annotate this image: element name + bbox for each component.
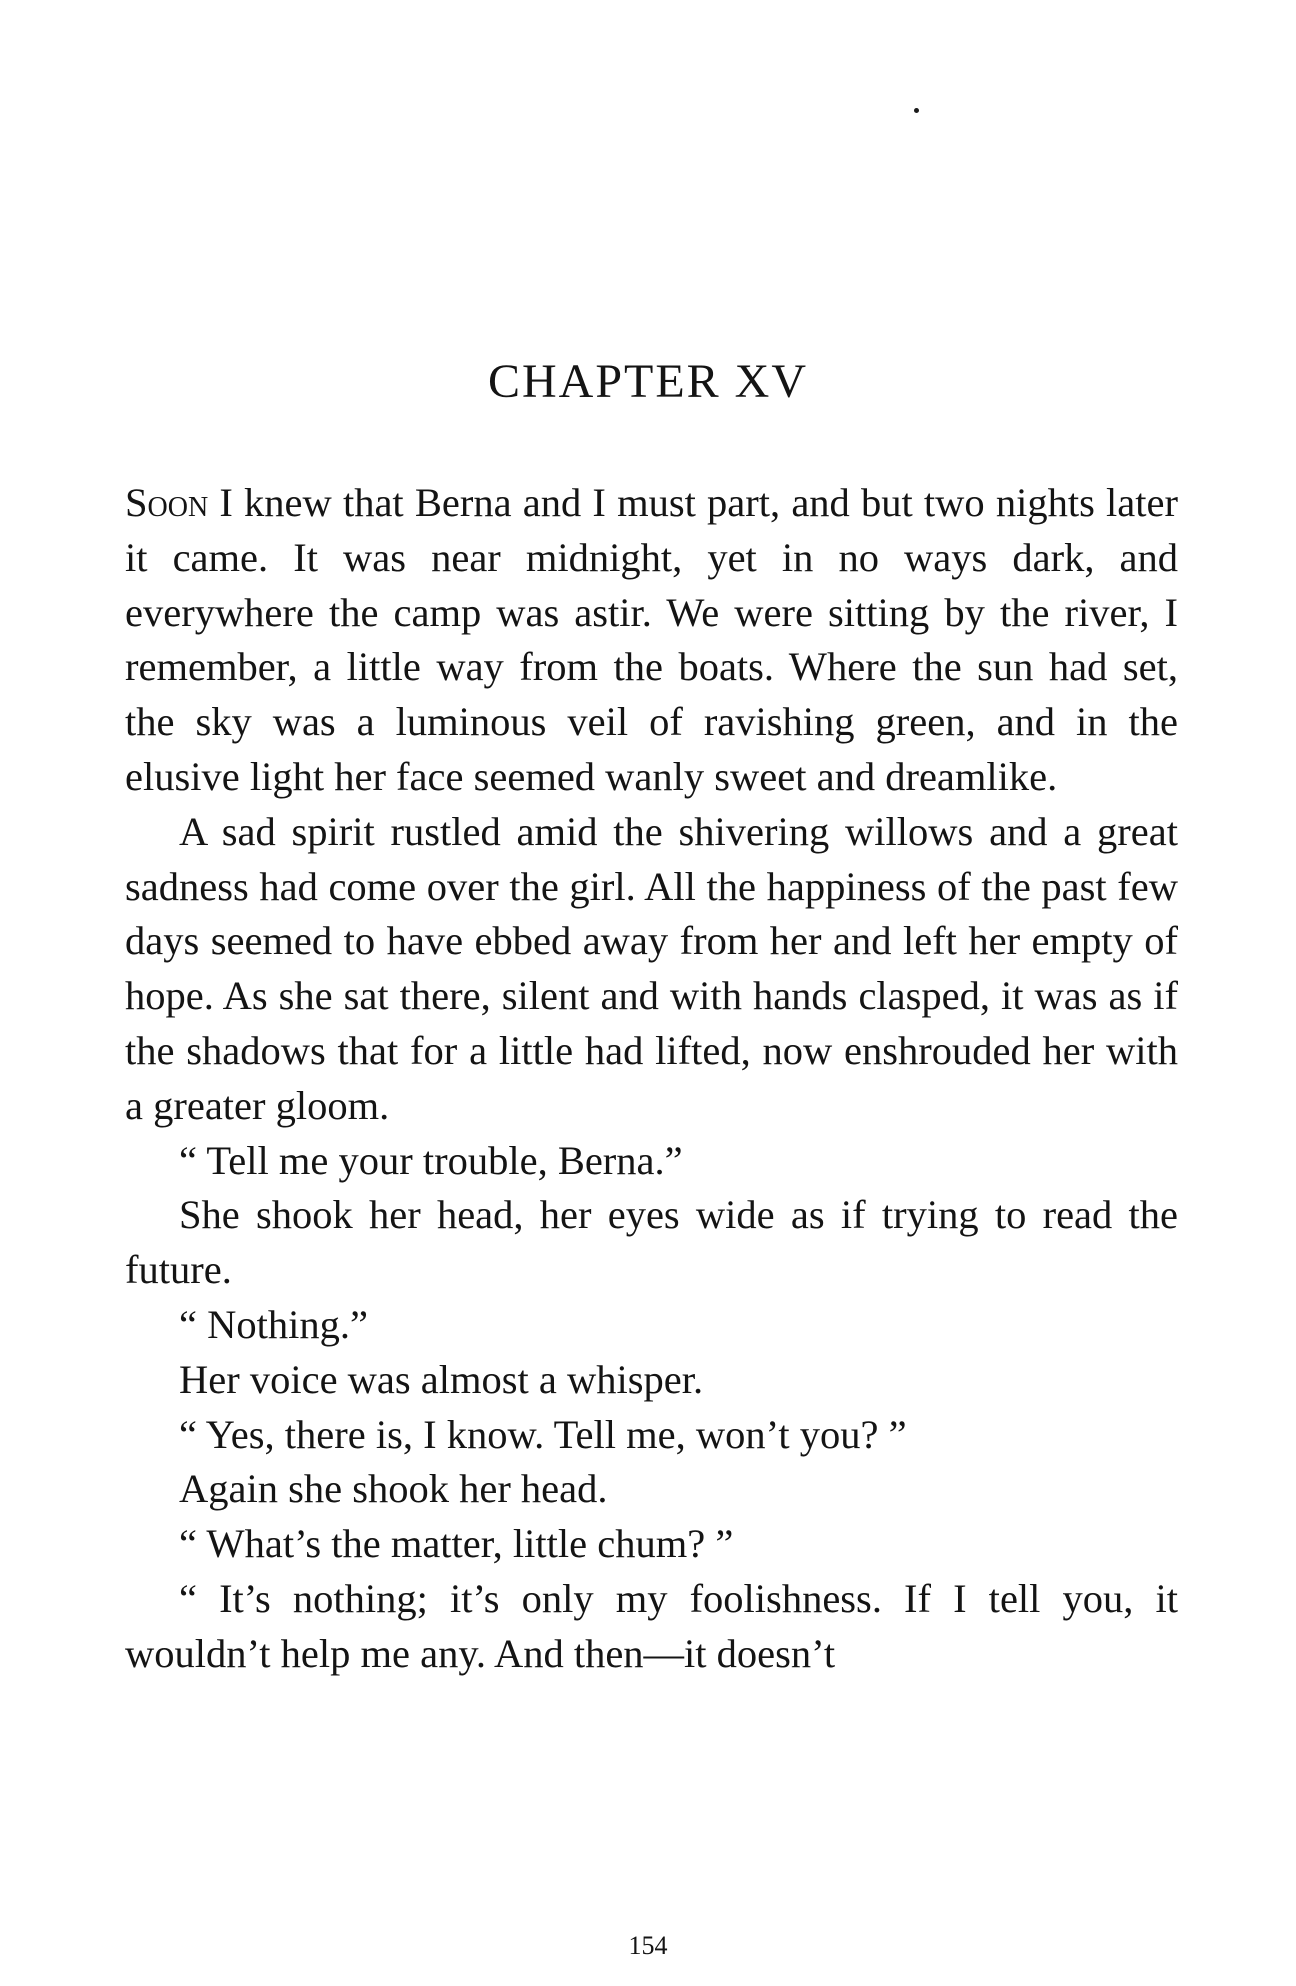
drop-word: Soon bbox=[125, 480, 209, 525]
paragraph-3: “ Tell me your trouble, Berna.” bbox=[179, 1137, 683, 1183]
ink-speck bbox=[914, 108, 919, 113]
paragraph-5: “ Nothing.” bbox=[179, 1301, 368, 1347]
page-number: 154 bbox=[628, 1931, 668, 1960]
paragraph-7: “ Yes, there is, I know. Tell me, won’t you? ” bbox=[179, 1411, 907, 1457]
paragraph-6: Her voice was almost a whisper. bbox=[179, 1356, 704, 1402]
paragraph-1 bbox=[125, 476, 1178, 805]
body-text bbox=[125, 476, 1178, 1682]
paragraph-2: A sad spirit rustled amid the shivering willows and a great sadness had come over the girl. All the happiness of the past few days seemed to have ebbed away from her and left her empty of hope. As she sat there, silent and with hands clasped, it was as if the shadows that for a little had lifted, now enshrouded her with a greater gloom. bbox=[125, 808, 1178, 1128]
paragraph-8: Again she shook her head. bbox=[179, 1466, 608, 1512]
paragraph-4: She shook her head, her eyes wide as if trying to read the future. bbox=[125, 1192, 1178, 1293]
paragraph-9: “ What’s the matter, little chum? ” bbox=[179, 1521, 734, 1567]
paragraph-10: “ It’s nothing; it’s only my foolishness. If I tell you, it wouldn’t help me any. And then—it doesn’t bbox=[125, 1575, 1178, 1676]
chapter-title: CHAPTER XV bbox=[487, 355, 809, 408]
paragraph-text: I knew that Berna and I must part, and but two nights later it came. It was near midnight, yet in no ways dark, and everywhere the camp was astir. We were sitting by the river, I remember, a little way from the boats. Where the sun had set, the sky was a luminous veil of ravishing green, and in the elusive light her face seemed wanly sweet and dreamlike. bbox=[125, 480, 1178, 799]
